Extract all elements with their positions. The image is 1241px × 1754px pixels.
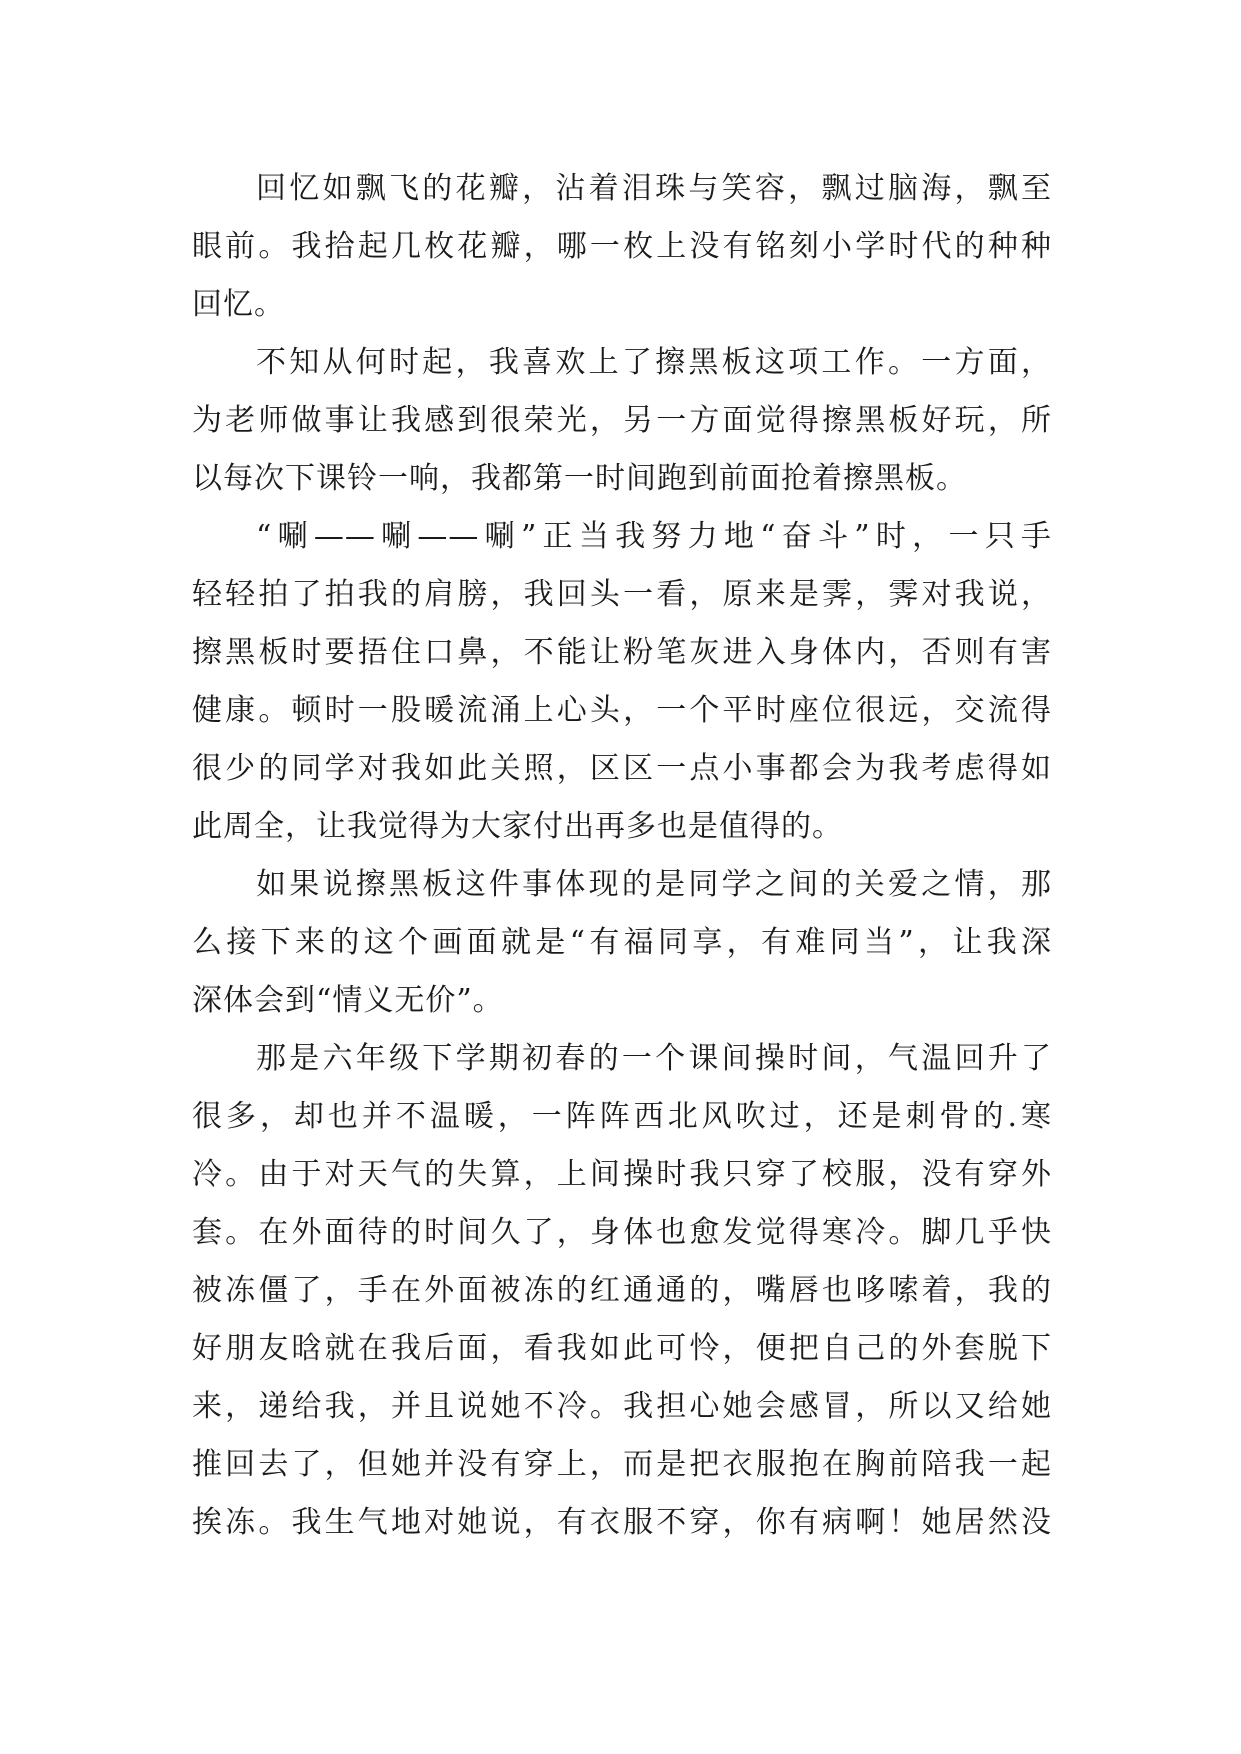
text-line: 深体会到“情义无价”。 bbox=[192, 983, 504, 1018]
text-line: 眼前。我拾起几枚花瓣，哪一枚上没有铭刻小学时代的种种 bbox=[192, 229, 1052, 264]
paragraph-1 bbox=[192, 160, 1052, 334]
text-line: 冷。由于对天气的失算，上间操时我只穿了校服，没有穿外 bbox=[192, 1157, 1052, 1192]
paragraph-5 bbox=[192, 1030, 1052, 1552]
text-line: 为老师做事让我感到很荣光，另一方面觉得擦黑板好玩，所 bbox=[192, 403, 1052, 438]
text-line: 不知从何时起，我喜欢上了擦黑板这项工作。一方面， bbox=[256, 345, 1052, 380]
text-line: 挨冻。我生气地对她说，有衣服不穿，你有病啊！她居然没 bbox=[192, 1505, 1052, 1540]
essay-body bbox=[192, 160, 1052, 1552]
text-line: 擦黑板时要捂住口鼻，不能让粉笔灰进入身体内，否则有害 bbox=[192, 635, 1052, 670]
text-line: 那是六年级下学期初春的一个课间操时间，气温回升了 bbox=[256, 1041, 1052, 1076]
text-line: 此周全，让我觉得为大家付出再多也是值得的。 bbox=[192, 809, 843, 844]
paragraph-2 bbox=[192, 334, 1052, 508]
paragraph-3 bbox=[192, 508, 1052, 856]
text-line: 很多，却也并不温暖，一阵阵西北风吹过，还是刺骨的.寒 bbox=[192, 1099, 1052, 1134]
text-line: 健康。顿时一股暖流涌上心头，一个平时座位很远，交流得 bbox=[192, 693, 1052, 728]
paragraph-4 bbox=[192, 856, 1052, 1030]
text-line: 回忆如飘飞的花瓣，沾着泪珠与笑容，飘过脑海，飘至 bbox=[256, 171, 1052, 206]
text-line: 以每次下课铃一响，我都第一时间跑到前面抢着擦黑板。 bbox=[192, 461, 967, 496]
text-line: 来，递给我，并且说她不冷。我担心她会感冒，所以又给她 bbox=[192, 1389, 1052, 1424]
text-line: 套。在外面待的时间久了，身体也愈发觉得寒冷。脚几乎快 bbox=[192, 1215, 1052, 1250]
text-line: “唰——唰——唰”正当我努力地“奋斗”时，一只手 bbox=[256, 519, 1052, 554]
text-line: 如果说擦黑板这件事体现的是同学之间的关爱之情，那 bbox=[256, 867, 1052, 902]
text-line: 回忆。 bbox=[192, 287, 285, 322]
text-line: 很少的同学对我如此关照，区区一点小事都会为我考虑得如 bbox=[192, 751, 1052, 786]
text-line: 好朋友晗就在我后面，看我如此可怜，便把自己的外套脱下 bbox=[192, 1331, 1052, 1366]
text-line: 轻轻拍了拍我的肩膀，我回头一看，原来是霁，霁对我说， bbox=[192, 577, 1052, 612]
text-line: 推回去了，但她并没有穿上，而是把衣服抱在胸前陪我一起 bbox=[192, 1447, 1052, 1482]
text-line: 么接下来的这个画面就是“有福同享，有难同当”，让我深 bbox=[192, 925, 1052, 960]
text-line: 被冻僵了，手在外面被冻的红通通的，嘴唇也哆嗦着，我的 bbox=[192, 1273, 1052, 1308]
